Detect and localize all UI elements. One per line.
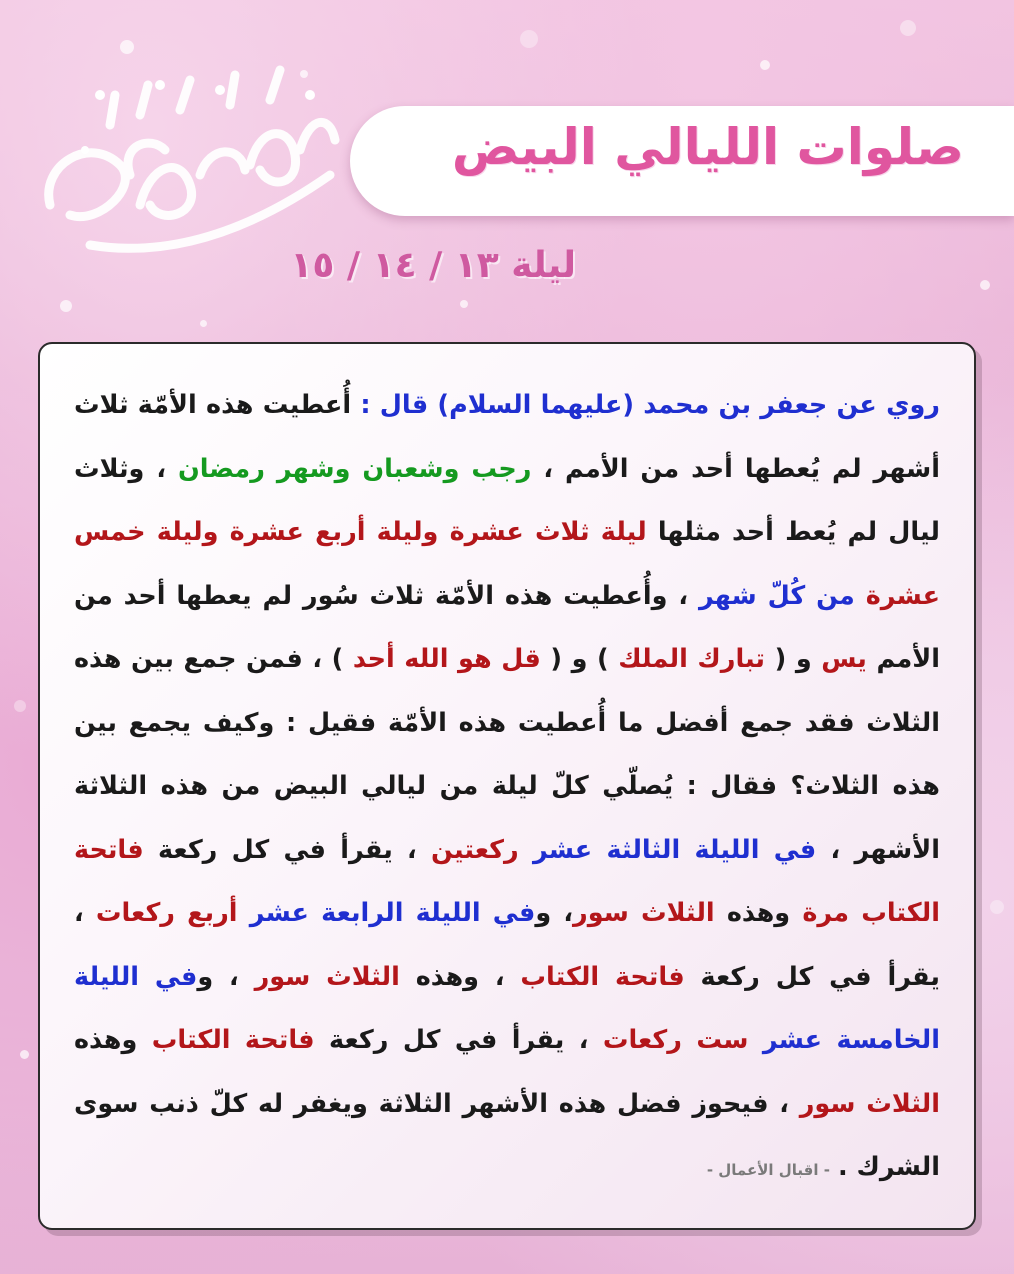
text-segment: تبارك الملك — [618, 644, 766, 674]
text-segment: روي عن جعفر بن محمد (عليهما السلام) قال : — [351, 390, 940, 420]
text-segment: في الليلة الخامسة عشر — [74, 961, 940, 1055]
text-segment — [855, 581, 866, 611]
text-segment: الثلاث سور — [799, 1088, 940, 1119]
text-segment: فاتحة الكتاب — [151, 1025, 315, 1055]
text-segment: و ( — [765, 644, 822, 674]
text-segment: أربع ركعات — [95, 898, 238, 928]
text-segment: وهذه — [714, 898, 803, 928]
narration-card — [38, 342, 976, 1230]
text-segment: في الليلة الرابعة عشر — [249, 898, 536, 928]
text-segment: ) ، فمن جمع بين هذه الثلاث فقد جمع أفضل ما أُعطيت هذه الأمّة فقيل : وكيف يجمع بين هذه الثلاث؟ فقال : يُصلّي كلّ ليلة من ليالي البيض من هذه الثلاثة الأشهر ، — [74, 644, 940, 865]
text-segment — [849, 898, 861, 928]
text-segment: مرة — [802, 898, 850, 928]
text-segment: ، فيحوز فضل هذه الأشهر الثلاثة ويغفر له كلّ ذنب سوى الشرك . — [74, 1088, 940, 1182]
text-segment: الثلاث سور — [254, 961, 400, 992]
text-segment: فاتحة الكتاب — [520, 961, 685, 992]
text-segment — [748, 1025, 762, 1055]
text-segment: ، يقرأ في كل ركعة — [143, 834, 431, 865]
text-segment: ، وثلاث ليال لم يُعط أحد مثلها — [74, 453, 940, 547]
text-segment: فاتحة الكتاب — [74, 834, 940, 928]
text-segment: قل هو الله أحد — [352, 644, 541, 674]
text-segment: ، يقرأ في كل ركعة — [74, 898, 940, 992]
text-segment: ، وهذه — [399, 961, 521, 992]
text-segment: ست ركعات — [602, 1025, 749, 1055]
shahr-shaban-calligraphy-emblem — [30, 55, 350, 265]
page-title: صلوات الليالي البيض — [451, 118, 964, 176]
text-segment: ، و — [535, 898, 574, 928]
title-banner — [350, 106, 1014, 216]
text-segment: ، و — [197, 961, 255, 992]
narration-text — [74, 374, 940, 1203]
text-segment: أُعطيت هذه الأمّة ثلاث أشهر لم يُعطها أحد من الأمم ، — [74, 390, 940, 484]
text-segment: الثلاث سور — [573, 898, 715, 928]
text-segment: وهذه — [74, 1025, 152, 1055]
text-segment: ، يقرأ في كل ركعة — [314, 1025, 603, 1055]
text-segment — [519, 835, 533, 865]
text-segment — [238, 898, 250, 928]
text-segment: رجب وشعبان وشهر رمضان — [177, 453, 532, 484]
source-citation: - اقبال الأعمال - — [706, 1161, 830, 1179]
text-segment: ، وأُعطيت هذه الأمّة ثلاث سُور لم يعطها أحد من الأمم — [74, 580, 940, 674]
text-segment: في الليلة الثالثة عشر — [532, 834, 817, 865]
text-segment: من كُلّ شهر — [698, 580, 855, 611]
nights-subtitle: ليلة ١٣ / ١٤ / ١٥ — [290, 245, 576, 286]
text-segment: ركعتين — [431, 834, 519, 865]
text-segment: ) و ( — [540, 644, 619, 674]
text-segment: يس — [821, 644, 867, 674]
text-segment: ليلة ثلاث عشرة وليلة أربع عشرة وليلة خمس عشرة — [74, 517, 940, 611]
